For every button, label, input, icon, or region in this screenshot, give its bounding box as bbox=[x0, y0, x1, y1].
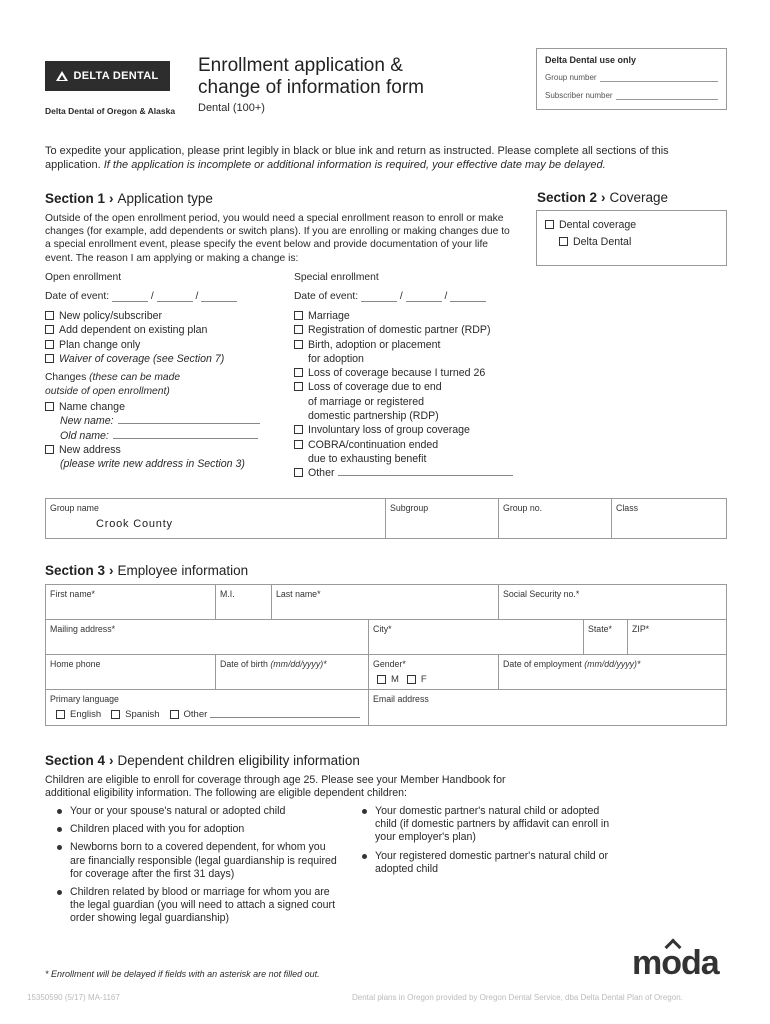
form-title: Enrollment application & change of information form bbox=[198, 55, 425, 98]
list-item: Children related by blood or marriage for whom you are the legal guardian (you will need to attach a signed court order showing legal guardianship) bbox=[57, 886, 337, 926]
delta-dental-logo: DELTA DENTAL bbox=[45, 61, 170, 91]
intro-text: To expedite your application, please print legibly in black or blue ink and return as instructed. Please complete all sections of this application. If the application is incomplete or additional information is required, your effective date may be delayed. bbox=[45, 145, 669, 171]
group-no-field[interactable]: Group no. bbox=[498, 498, 612, 539]
city-field[interactable]: City* bbox=[368, 619, 584, 655]
checkbox bbox=[45, 402, 54, 411]
home-phone-field[interactable]: Home phone bbox=[45, 654, 216, 690]
option-turned-26[interactable]: Loss of coverage because I turned 26 bbox=[294, 366, 524, 380]
checkbox bbox=[294, 340, 303, 349]
mi-field[interactable]: M.I. bbox=[215, 584, 272, 620]
email-field[interactable]: Email address bbox=[368, 689, 727, 726]
checkbox bbox=[294, 311, 303, 320]
checkbox bbox=[294, 368, 303, 377]
gender-field: Gender* M F bbox=[368, 654, 499, 690]
chevron-right-icon: › bbox=[109, 753, 114, 768]
changes-heading: Changes (these can be made outside of open enrollment) bbox=[45, 372, 181, 397]
delta-triangle-icon bbox=[56, 71, 68, 81]
eligibility-list-left bbox=[57, 805, 337, 931]
form-subtitle: Dental (100+) bbox=[198, 102, 265, 114]
lang-english-option[interactable]: English bbox=[56, 708, 101, 722]
list-item: Children placed with you for adoption bbox=[57, 823, 337, 836]
list-item: Your or your spouse's natural or adopted child bbox=[57, 805, 337, 818]
lang-other-option[interactable]: Other bbox=[170, 708, 361, 722]
coverage-box bbox=[536, 210, 727, 266]
checkbox bbox=[111, 710, 120, 719]
moda-logo: moda bbox=[632, 944, 719, 982]
option-delta-dental[interactable]: Delta Dental bbox=[545, 235, 718, 249]
subgroup-field[interactable]: Subgroup bbox=[385, 498, 499, 539]
asterisk-note: * Enrollment will be delayed if fields with an asterisk are not filled out. bbox=[45, 969, 320, 979]
checkbox bbox=[294, 440, 303, 449]
gender-m-option[interactable]: M bbox=[377, 673, 399, 687]
option-new-policy[interactable]: New policy/subscriber bbox=[45, 309, 285, 323]
office-use-box bbox=[536, 48, 727, 110]
chevron-right-icon: › bbox=[601, 190, 606, 205]
group-name-field[interactable]: Group name Crook County bbox=[45, 498, 386, 539]
section4-paragraph: Children are eligible to enroll for coverage through age 25. Please see your Member Handbook for additional eligibility information. The following are eligible dependent children: bbox=[45, 774, 506, 800]
old-name-field[interactable]: Old name: bbox=[45, 429, 285, 443]
new-address-note: (please write new address in Section 3) bbox=[60, 458, 245, 471]
open-enrollment-date[interactable]: Date of event: / / bbox=[45, 291, 237, 302]
list-item: Your domestic partner's natural child or adopted child (if domestic partners by affidavit can enroll in your employer's plan) bbox=[362, 805, 612, 845]
special-enrollment-heading: Special enrollment bbox=[294, 272, 379, 283]
ssn-field[interactable]: Social Security no.* bbox=[498, 584, 727, 620]
option-add-dependent[interactable]: Add dependent on existing plan bbox=[45, 323, 285, 337]
office-use-heading: Delta Dental use only bbox=[545, 55, 637, 65]
option-waiver[interactable]: Waiver of coverage (see Section 7) bbox=[45, 352, 285, 366]
option-marriage[interactable]: Marriage bbox=[294, 309, 524, 323]
dob-field[interactable]: Date of birth (mm/dd/yyyy)* bbox=[215, 654, 369, 690]
gender-f-option[interactable]: F bbox=[407, 673, 427, 687]
zip-field[interactable]: ZIP* bbox=[627, 619, 727, 655]
state-field[interactable]: State* bbox=[583, 619, 628, 655]
checkbox bbox=[559, 237, 568, 246]
open-enrollment-options bbox=[45, 309, 285, 366]
provider-note: Dental plans in Oregon provided by Oregon Dental Service, dba Delta Dental Plan of Oregon. bbox=[352, 993, 683, 1002]
chevron-right-icon: › bbox=[109, 191, 114, 206]
checkbox bbox=[45, 325, 54, 334]
last-name-field[interactable]: Last name* bbox=[271, 584, 499, 620]
group-number-field[interactable]: Group number bbox=[545, 73, 718, 82]
list-item: Newborns born to a covered dependent, for whom you are financially responsible (legal guardianship is required for coverage after the first 31 days) bbox=[57, 841, 337, 881]
option-plan-change[interactable]: Plan change only bbox=[45, 338, 285, 352]
chevron-right-icon: › bbox=[109, 563, 114, 578]
checkbox bbox=[294, 425, 303, 434]
eligibility-list-right bbox=[362, 805, 612, 881]
option-new-address[interactable]: New address bbox=[45, 443, 285, 457]
primary-language-field: Primary language English Spanish Other bbox=[45, 689, 369, 726]
mailing-address-field[interactable]: Mailing address* bbox=[45, 619, 369, 655]
list-item: Your registered domestic partner's natural child or adopted child bbox=[362, 850, 612, 876]
checkbox bbox=[294, 325, 303, 334]
option-loss-marriage[interactable]: Loss of coverage due to end of marriage or registered domestic partnership (RDP) bbox=[294, 380, 524, 423]
option-name-change[interactable]: Name change bbox=[45, 400, 285, 414]
checkbox bbox=[545, 220, 554, 229]
section4-title: Section 4 › Dependent children eligibility information bbox=[45, 753, 360, 768]
checkbox bbox=[377, 675, 386, 684]
employment-date-field[interactable]: Date of employment (mm/dd/yyyy)* bbox=[498, 654, 727, 690]
open-enrollment-heading: Open enrollment bbox=[45, 272, 122, 283]
group-name-value: Crook County bbox=[96, 518, 173, 530]
first-name-field[interactable]: First name* bbox=[45, 584, 216, 620]
checkbox bbox=[56, 710, 65, 719]
checkbox bbox=[45, 445, 54, 454]
section1-paragraph: Outside of the open enrollment period, you would need a special enrollment reason to enroll or make changes (for example, add dependents or switch plans). If you are enrolling or making changes due to a special enrollment event, please specify the event below and provide documentation of your life event. The reason I am applying or making a change is: bbox=[45, 213, 510, 264]
checkbox bbox=[45, 340, 54, 349]
special-enrollment-options bbox=[294, 309, 524, 481]
checkbox bbox=[294, 382, 303, 391]
option-other[interactable]: Other bbox=[294, 466, 524, 480]
class-field[interactable]: Class bbox=[611, 498, 727, 539]
lang-spanish-option[interactable]: Spanish bbox=[111, 708, 159, 722]
changes-options bbox=[45, 400, 285, 471]
checkbox bbox=[407, 675, 416, 684]
checkbox bbox=[170, 710, 179, 719]
new-name-field[interactable]: New name: bbox=[45, 414, 285, 428]
section1-title: Section 1 › Application type bbox=[45, 191, 213, 206]
option-rdp[interactable]: Registration of domestic partner (RDP) bbox=[294, 323, 524, 337]
option-birth-adoption[interactable]: Birth, adoption or placement for adoption bbox=[294, 338, 524, 367]
option-dental-coverage[interactable]: Dental coverage bbox=[545, 218, 718, 232]
option-involuntary-loss[interactable]: Involuntary loss of group coverage bbox=[294, 423, 524, 437]
option-cobra-ended[interactable]: COBRA/continuation ended due to exhausting benefit bbox=[294, 438, 524, 467]
logo-subtitle: Delta Dental of Oregon & Alaska bbox=[45, 106, 176, 116]
checkbox bbox=[294, 468, 303, 477]
form-code: 15350590 (5/17) MA-1167 bbox=[27, 993, 120, 1002]
subscriber-number-field[interactable]: Subscriber number bbox=[545, 91, 718, 100]
special-enrollment-date[interactable]: Date of event: / / bbox=[294, 291, 486, 302]
checkbox bbox=[45, 311, 54, 320]
section2-title: Section 2 › Coverage bbox=[537, 190, 669, 205]
checkbox bbox=[45, 354, 54, 363]
section3-title: Section 3 › Employee information bbox=[45, 563, 249, 578]
